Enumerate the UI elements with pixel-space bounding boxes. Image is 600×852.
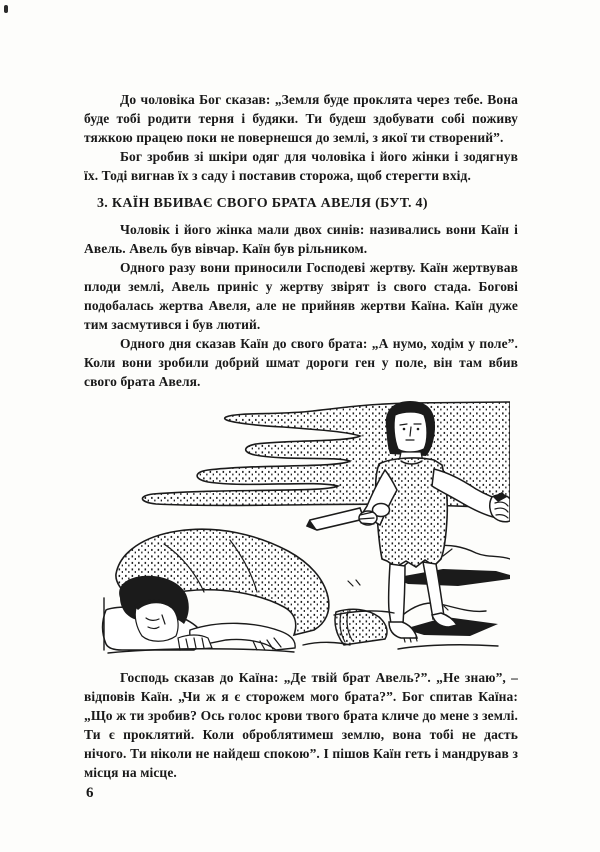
paragraph-2: Бог зробив зі шкіри одяг для чоловіка і його жінки і зодягнув їх. Тоді вигнав їх з саду і поставив сторожа, щоб стерегти вхід.: [84, 149, 518, 183]
paragraph-4: Одного разу вони приносили Господеві жертву. Каїн жертвував плоди землі, Авель приніс у жертву звірят із свого стада. Богові подобалась жертва Авеля, але не прийняв жертви Каїна. Каїн дуже тим засмутився і був лютий.: [84, 260, 518, 332]
text-column: [84, 90, 518, 802]
paragraph-5: Одного дня сказав Каїн до свого брата: „А нумо, ходім у поле”. Коли вони зробили добрий шмат дороги ген у поле, він там вбив свого брата Авеля.: [84, 336, 518, 389]
cain-abel-drawing: [98, 398, 510, 662]
illustration-cain-and-abel: [98, 398, 510, 662]
page-number: 6: [86, 785, 94, 801]
scan-speck: [4, 5, 8, 13]
paragraph-3: Чоловік і його жінка мали двох синів: називались вони Каїн і Авель. Авель був вівчар. Каїн був рільником.: [84, 222, 518, 256]
paragraph-6: Господь сказав до Каїна: „Де твій брат Авель?”. „Не знаю”, – відповів Каїн. „Чи ж я є сторожем мого брата?”. Бог спитав Каїна: „Що ж ти зробив? Ось голос крови твого брата кличе до мене з землі. Ти є проклятий. Коли оброблятимеш землю, вона тобі не дасть нічого. Ти ніколи не найдеш спокою”. І пішов Каїн геть і мандрував з місця на місце.: [84, 670, 518, 780]
paragraph-1: До чоловіка Бог сказав: „Земля буде проклята через тебе. Вона буде тобі родити терня і будяки. Ти будеш здобувати собі поживу тяжкою працею поки не повернешся до землі, з якої ти створений”.: [84, 92, 518, 145]
abel-figure: [103, 529, 387, 650]
section-heading: 3. КАЇН ВБИВАЄ СВОГО БРАТА АВЕЛЯ (БУТ. 4): [97, 196, 428, 211]
